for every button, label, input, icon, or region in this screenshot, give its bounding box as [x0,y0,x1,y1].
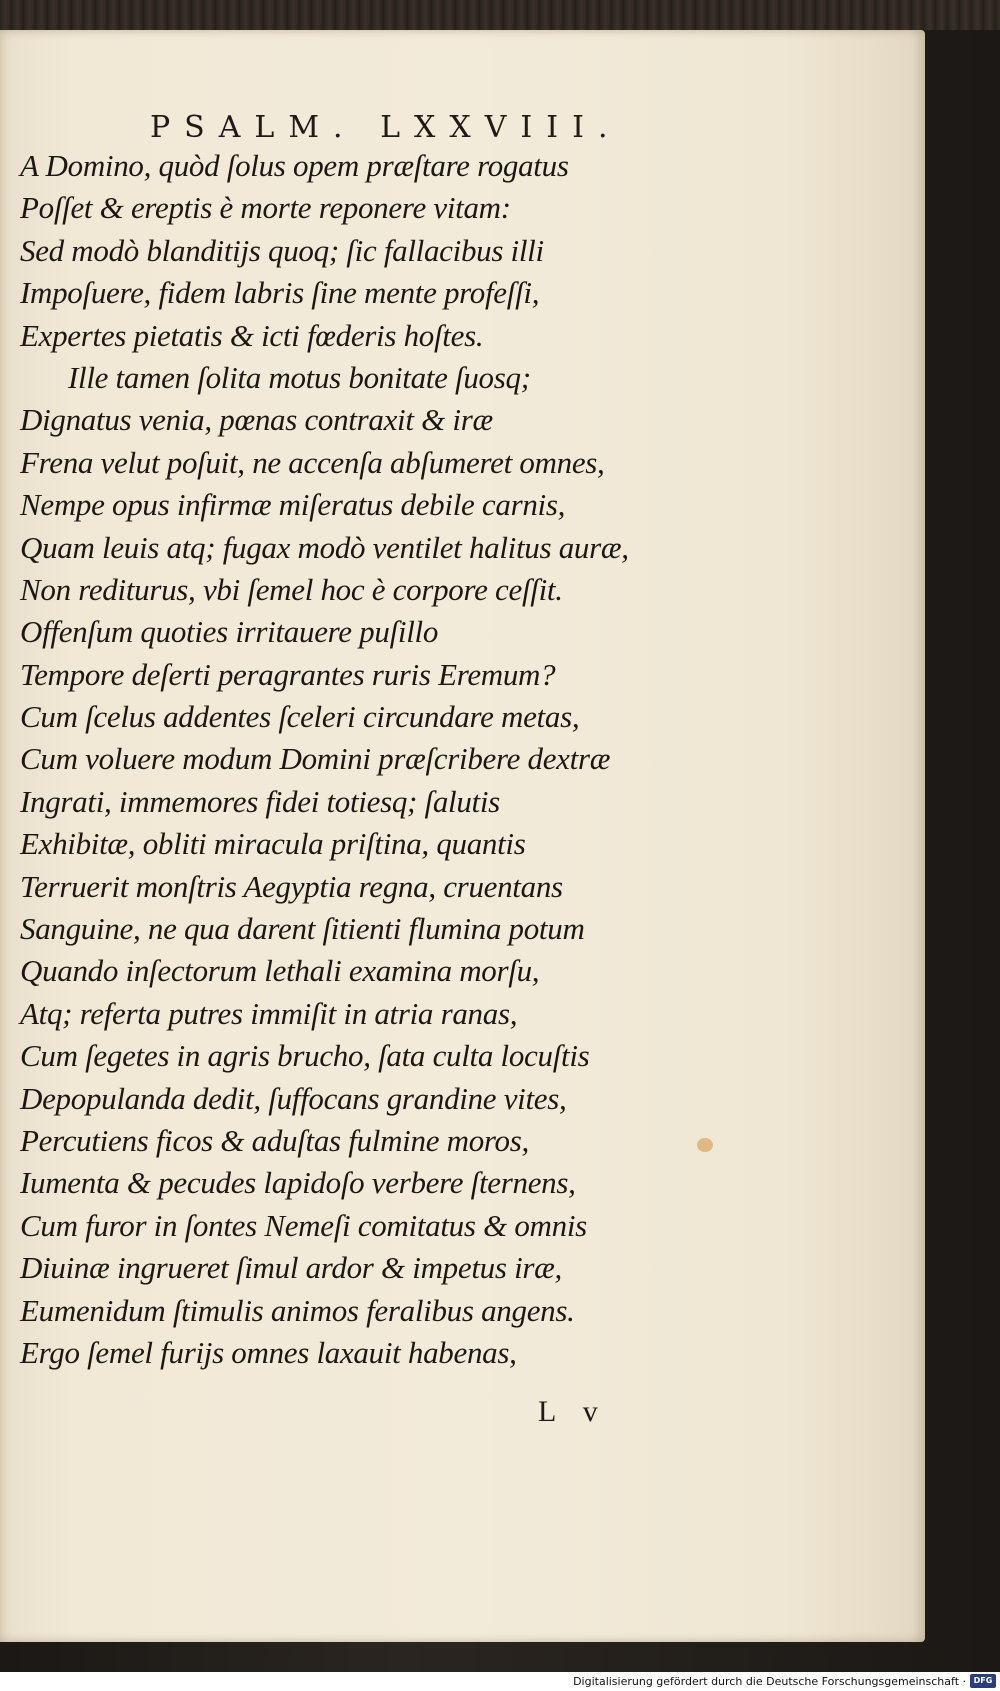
verse-line: Frena velut poſuit, ne accenſa abſumeret omnes, [20,444,605,480]
verse-list [20,145,900,1374]
verse-line: Diuinæ ingrueret ſimul ardor & impetus iræ, [20,1250,562,1286]
running-header: PSALM. LXXVIII. [150,110,622,145]
dfg-logo-text: DFG [973,1676,993,1685]
verse-line: Percutiens ficos & aduſtas fulmine moros, [20,1122,529,1158]
verse-line: Nempe opus infirmæ miſeratus debile carnis, [20,487,566,523]
book-edge [0,0,1000,30]
dfg-credit: Digitalisierung gefördert durch die Deutsche Forschungsgemeinschaft · [573,1675,966,1688]
verse-line: Dignatus venia, pœnas contraxit & iræ [20,402,493,438]
verse-line: Poſſet & ereptis è morte reponere vitam: [20,190,511,226]
verse-line: Atq; referta putres immiſit in atria ranas, [20,995,518,1031]
verse-line: Terruerit monſtris Aegyptia regna, cruentans [20,868,563,904]
verse-line: Non rediturus, vbi ſemel hoc è corpore ceſſit. [20,571,563,607]
verse-line: Iumenta & pecudes lapidoſo verbere ſternens, [20,1165,576,1201]
verse-line: Cum ſegetes in agris brucho, ſata culta locuſtis [20,1038,590,1074]
verse-line: Tempore deſerti peragrantes ruris Eremum? [20,656,556,692]
verse-line: Ille tamen ſolita motus bonitate ſuosq; [68,359,531,395]
verse-line: Quando inſectorum lethali examina morſu, [20,953,540,989]
verse-line: Ingrati, immemores fidei totiesq; ſalutis [20,783,500,819]
verse-line: Exhibitæ, obliti miracula priſtina, quantis [20,826,526,862]
verse-line: Impoſuere, fidem labris ſine mente profeſſi, [20,275,540,311]
dfg-logo [970,1674,996,1688]
verse-line: Ergo ſemel furijs omnes laxauit habenas, [20,1334,517,1370]
verse-line: A Domino, quòd ſolus opem præſtare rogatus [20,148,569,183]
verse-line: Depopulanda dedit, ſuffocans grandine vites, [20,1080,567,1116]
verse-line: Quam leuis atq; fugax modò ventilet halitus auræ, [20,529,629,565]
verse-line: Expertes pietatis & icti fœderis hoſtes. [20,317,484,353]
verse-line: Cum ſcelus addentes ſceleri circundare metas, [20,699,580,735]
verse-line: Cum furor in ſontes Nemeſi comitatus & omnis [20,1207,587,1243]
verse-line: Offenſum quoties irritauere puſillo [20,614,439,650]
signature-mark: L v [538,1395,608,1428]
verse-line: Sanguine, ne qua darent ſitienti flumina potum [20,911,585,947]
verse-line: Sed modò blanditijs quoq; ſic fallacibus illi [20,232,544,268]
verse-line: Cum voluere modum Domini præſcribere dextræ [20,741,611,777]
verse-line: Eumenidum ſtimulis animos feralibus angens. [20,1292,575,1328]
digitization-footer [0,1672,1000,1691]
